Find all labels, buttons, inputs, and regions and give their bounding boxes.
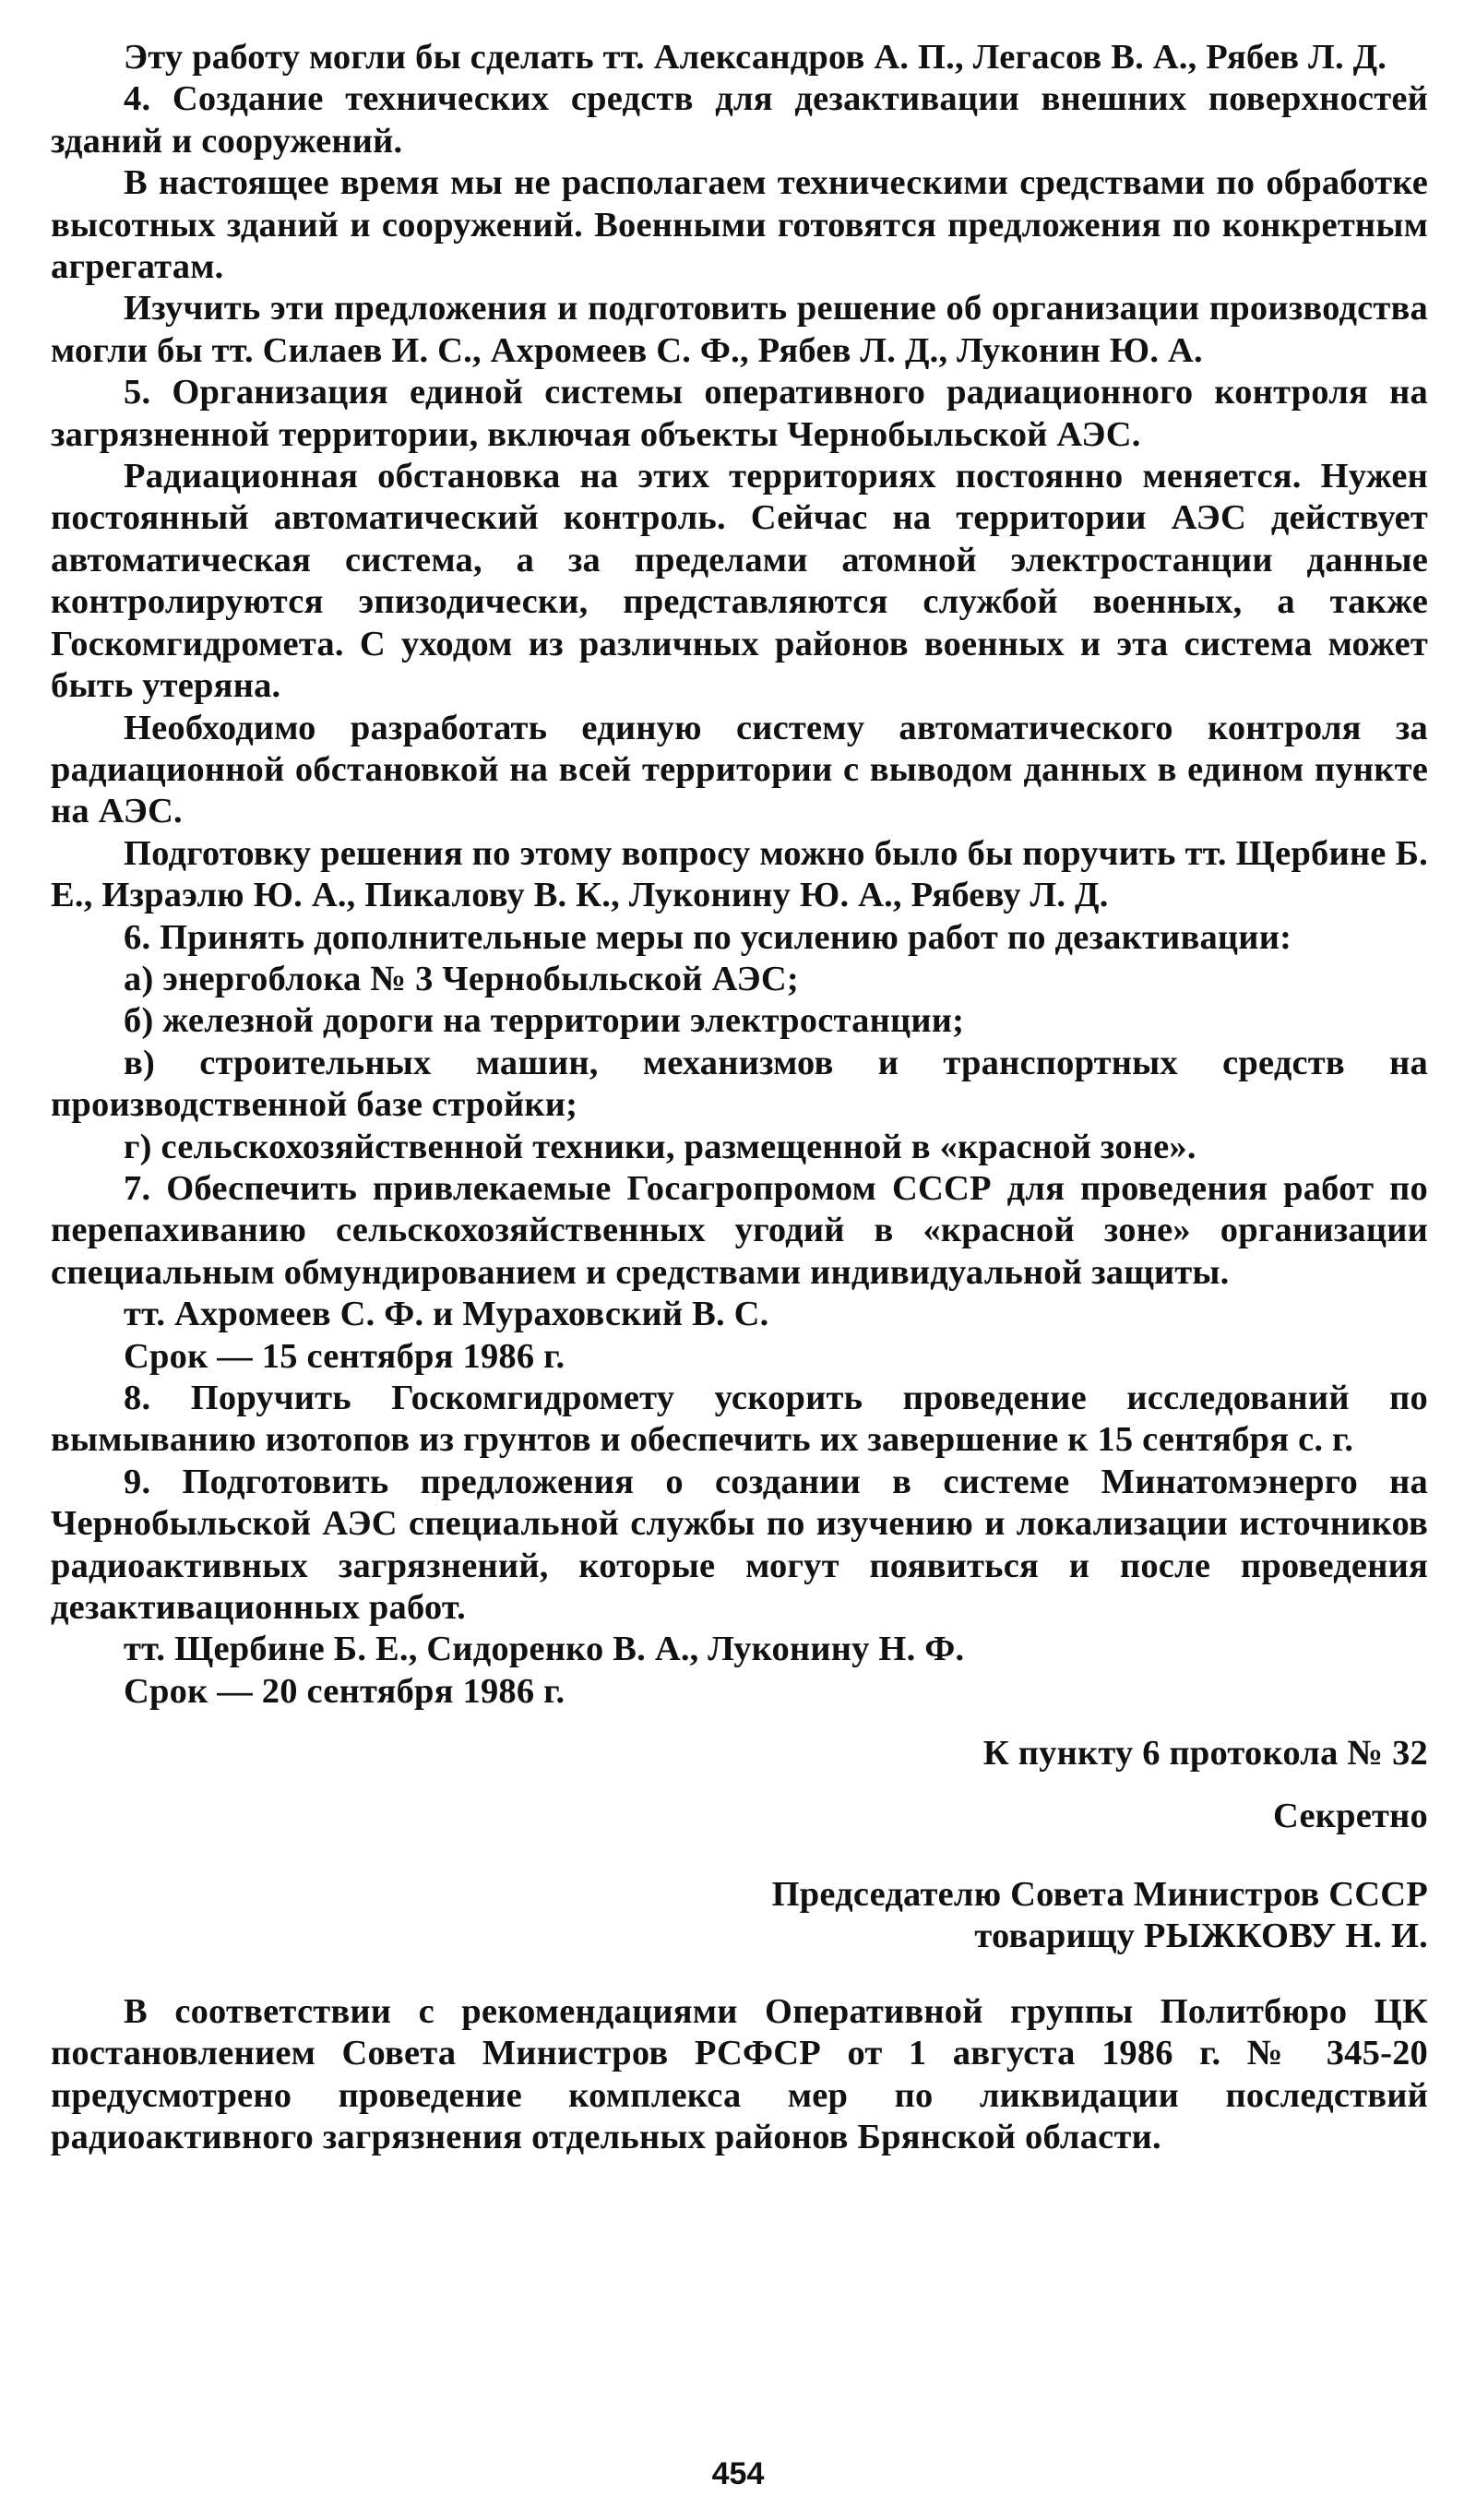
- paragraph-prepare-decision: Подготовку решения по этому вопросу можно было бы поручить тт. Щербине Б. Е., Израэлю Ю. А., Пикалову В. К., Луконину Ю. А., Рябеву Л. Д.: [51, 833, 1428, 915]
- paragraph-work-assignees: Эту работу могли бы сделать тт. Александров А. П., Легасов В. А., Рябев Л. Д.: [124, 38, 1387, 77]
- paragraph-radiation-situation: Радиационная обстановка на этих территориях постоянно меняется. Нужен постоянный автоматический контроль. Сейчас на территории АЭС действует автоматическая система, а за пределами атомной электростанции данные контролируются эпизодически, представляются службой военных, а также Госкомгидромета. С уходом из различных районов военных и эта система может быть утеряна.: [51, 457, 1428, 706]
- addressee-line-2: товарищу РЫЖКОВУ Н. И.: [974, 1917, 1428, 1956]
- item-5-heading: 5. Организация единой системы оперативного радиационного контроля на загрязненной территории, включая объекты Чернобыльской АЭС.: [51, 373, 1428, 454]
- subitem-b: б) железной дороги на территории электростанции;: [124, 1001, 965, 1041]
- paragraph-unified-system: Необходимо разработать единую систему автоматического контроля за радиационной обстановкой на всей территории с выводом данных в едином пункте на АЭС.: [51, 708, 1428, 831]
- subitem-a: а) энергоблока № 3 Чернобыльской АЭС;: [124, 959, 799, 998]
- paragraph-no-equipment: В настоящее время мы не располагаем техническими средствами по обработке высотных зданий и сооружений. Военными готовятся предложения по конкретным агрегатам.: [51, 163, 1428, 287]
- item-7-assignees: тт. Ахромеев С. Ф. и Мураховский В. С.: [124, 1295, 769, 1334]
- item-9-assignees: тт. Щербине Б. Е., Сидоренко В. А., Луконину Н. Ф.: [124, 1630, 965, 1669]
- page-number: 454: [711, 2456, 765, 2491]
- addressee-line-1: Председателю Совета Министров СССР: [771, 1875, 1428, 1915]
- item-8-heading: 8. Поручить Госкомгидромету ускорить проведение исследований по вымыванию изотопов из грунтов и обеспечить их завершение к 15 сентября с. г.: [51, 1379, 1428, 1460]
- protocol-reference: К пункту 6 протокола № 32: [982, 1734, 1428, 1774]
- subitem-g: г) сельскохозяйственной техники, размещенной в «красной зоне».: [124, 1127, 1196, 1166]
- item-9-heading: 9. Подготовить предложения о создании в системе Минатомэнерго на Чернобыльской АЭС специальной службы по изучению и локализации источников радиоактивных загрязнений, которые могут появиться и после проведения дезактивационных работ.: [51, 1462, 1428, 1628]
- item-4-heading: 4. Создание технических средств для дезактивации внешних поверхностей зданий и сооружений.: [51, 79, 1428, 161]
- paragraph-study-proposals: Изучить эти предложения и подготовить решение об организации производства могли бы тт. Силаев И. С., Ахромеев С. Ф., Рябев Л. Д., Луконин Ю. А.: [51, 289, 1428, 370]
- item-9-deadline: Срок — 20 сентября 1986 г.: [124, 1671, 565, 1711]
- item-7-deadline: Срок — 15 сентября 1986 г.: [124, 1336, 565, 1376]
- item-6-heading: 6. Принять дополнительные меры по усилению работ по дезактивации:: [124, 917, 1292, 957]
- letter-body: В соответствии с рекомендациями Оперативной группы Политбюро ЦК постановлением Совета Министров РСФСР от 1 августа 1986 г. № 345-20 предусмотрено проведение комплекса мер по ликвидации последствий радиоактивного загрязнения отдельных районов Брянской области.: [51, 1991, 1428, 2157]
- classification-mark: Секретно: [1273, 1796, 1428, 1835]
- item-7-heading: 7. Обеспечить привлекаемые Госагропромом СССР для проведения работ по перепахиванию сельскохозяйственных угодий в «красной зоне» организации специальным обмундированием и средствами индивидуальной защиты.: [51, 1168, 1428, 1292]
- subitem-v: в) строительных машин, механизмов и транспортных средств на производственной базе стройки;: [51, 1043, 1428, 1125]
- document-page: [51, 37, 1428, 2159]
